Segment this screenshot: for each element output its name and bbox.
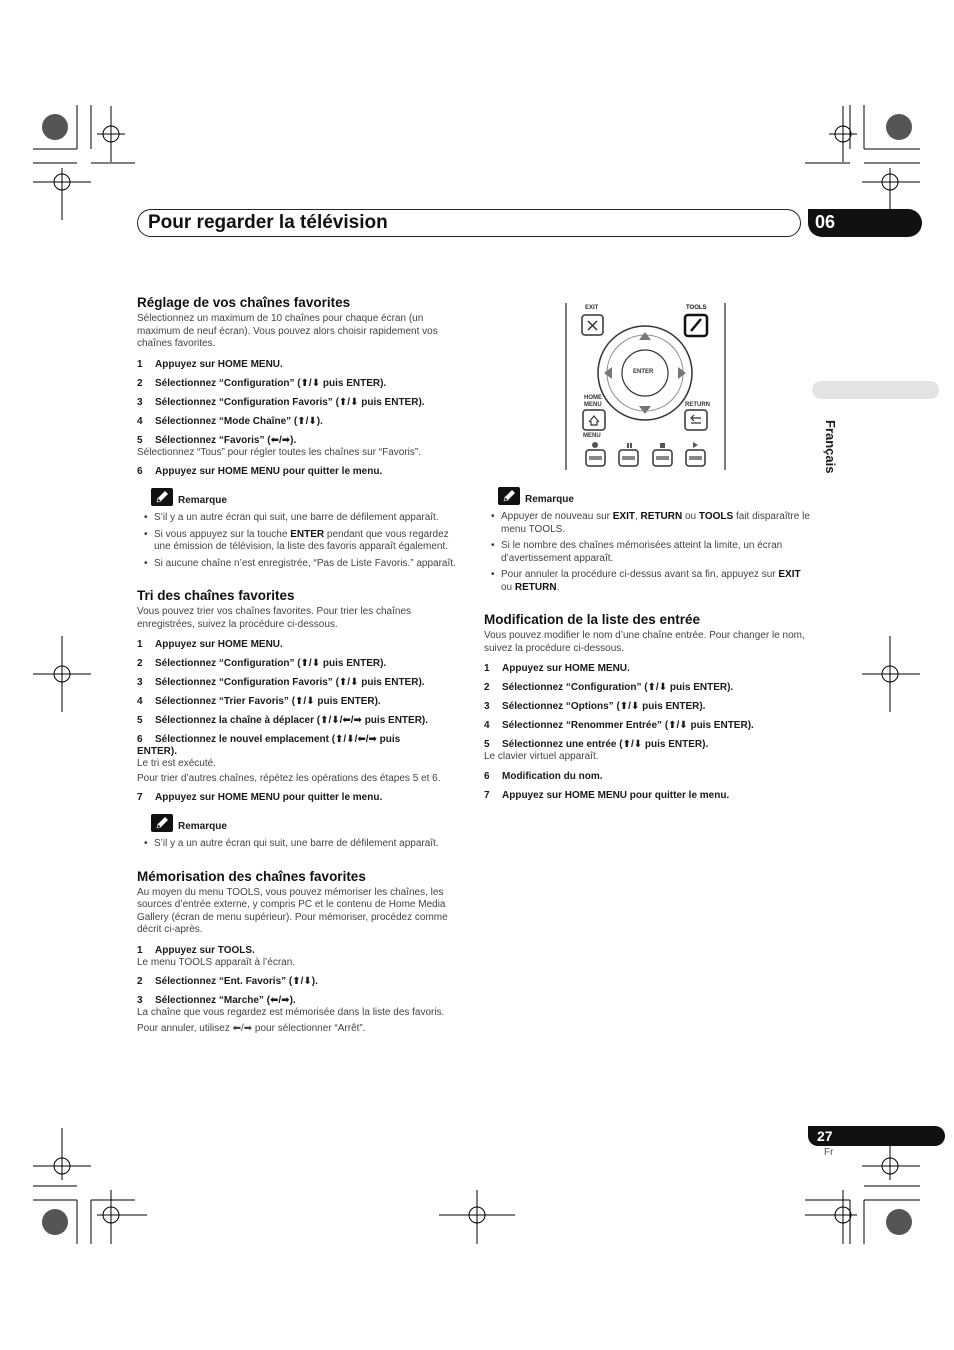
section-intro: Vous pouvez modifier le nom d’une chaîne entrée. Pour changer le nom, suivez la procédure ci-dessous. <box>484 630 805 654</box>
remote-tools-label: TOOLS <box>686 305 707 311</box>
note-item: • Si le nombre des chaînes mémorisées atteint la limite, un écran d’avertissement apparaît. <box>501 540 810 565</box>
page-language: Fr <box>824 1147 834 1158</box>
step: 4 Sélectionnez “Trier Favoris” (⬆/⬇ puis ENTER). <box>137 696 381 707</box>
header-bar <box>137 209 801 237</box>
chapter-badge <box>808 209 922 237</box>
step: 3 Sélectionnez “Configuration Favoris” (⬆/⬇ puis ENTER). <box>137 677 425 688</box>
note-label: Remarque <box>525 493 574 505</box>
section-heading: Mémorisation des chaînes favorites <box>137 868 366 884</box>
step-detail: La chaîne que vous regardez est mémorisée dans la liste des favoris. <box>137 1007 445 1018</box>
page-title: Pour regarder la télévision <box>148 212 388 233</box>
step-detail: Pour trier d’autres chaînes, répétez les opérations des étapes 5 et 6. <box>137 772 441 784</box>
note-header <box>151 488 463 506</box>
remote-exit-label: EXIT <box>585 305 599 311</box>
remote-menu-label: MENU <box>583 433 601 439</box>
step: 1 Appuyez sur TOOLS. <box>137 944 255 956</box>
step-detail: Le menu TOOLS apparaît à l’écran. <box>137 956 296 968</box>
note-list <box>137 838 463 851</box>
remote-home-label: HOME <box>584 395 602 401</box>
step: 3 Sélectionnez “Options” (⬆/⬇ puis ENTER). <box>484 701 706 712</box>
step-detail: Sélectionnez “Tous” pour régler toutes les chaînes sur “Favoris”. <box>137 446 422 458</box>
step: 5 Sélectionnez “Favoris” (⬅/➡). <box>137 434 297 446</box>
note-label: Remarque <box>178 820 227 832</box>
note-item: • Appuyer de nouveau sur EXIT, RETURN ou TOOLS fait disparaître le menu TOOLS. <box>501 511 810 536</box>
step-detail: Le tri est exécuté. <box>137 758 216 769</box>
section-intro: Sélectionnez un maximum de 10 chaînes pour chaque écran (un maximum de neuf écran). Vous pouvez alors choisir rapidement vos chaînes favorites. <box>137 313 438 349</box>
note-header <box>151 814 463 832</box>
remote-return-label: RETURN <box>685 402 710 408</box>
note-item: • S’il y a un autre écran qui suit, une barre de défilement apparaît. <box>154 512 463 525</box>
note-pencil-icon <box>151 814 173 832</box>
note-pencil-icon <box>498 487 520 505</box>
note-list <box>137 512 463 570</box>
section-heading: Réglage de vos chaînes favorites <box>137 295 351 310</box>
section-heading: Modification de la liste des entrée <box>484 612 701 627</box>
remote-enter-label: ENTER <box>633 369 654 375</box>
language-text: Français <box>823 420 838 474</box>
left-column <box>137 295 463 1042</box>
step-detail: Pour annuler, utilisez ⬅/➡ pour sélectionner “Arrêt”. <box>137 1022 366 1034</box>
note-label: Remarque <box>178 494 227 506</box>
note-list <box>484 511 810 594</box>
step: 7 Appuyez sur HOME MENU pour quitter le menu. <box>137 792 383 803</box>
chapter-number: 06 <box>815 212 836 232</box>
step: 1 Appuyez sur HOME MENU. <box>137 639 283 650</box>
step: 3 Sélectionnez “Configuration Favoris” (⬆/⬇ puis ENTER). <box>137 396 425 408</box>
step: 4 Sélectionnez “Renommer Entrée” (⬆/⬇ puis ENTER). <box>484 720 754 731</box>
language-label <box>810 420 850 480</box>
step: 1 Appuyez sur HOME MENU. <box>137 358 283 370</box>
note-header <box>498 487 810 505</box>
step: 2 Sélectionnez “Configuration” (⬆/⬇ puis ENTER). <box>484 682 734 693</box>
step: 5 Sélectionnez une entrée (⬆/⬇ puis ENTER). <box>484 739 709 750</box>
remote-illustration <box>565 303 726 470</box>
page-number-badge <box>808 1126 945 1146</box>
remote-home-menu-label: MENU <box>584 402 602 408</box>
page-number: 27 <box>817 1128 833 1144</box>
step: 2 Sélectionnez “Ent. Favoris” (⬆/⬇). <box>137 976 318 987</box>
note-item: • S’il y a un autre écran qui suit, une barre de défilement apparaît. <box>154 838 463 851</box>
step: 4 Sélectionnez “Mode Chaîne” (⬆/⬇). <box>137 415 323 427</box>
note-item: • Si vous appuyez sur la touche ENTER pendant que vous regardez une émission de télévision, la liste des favoris apparaît également. <box>154 529 463 554</box>
step: 2 Sélectionnez “Configuration” (⬆/⬇ puis ENTER). <box>137 658 387 669</box>
step: 3 Sélectionnez “Marche” (⬅/➡). <box>137 995 296 1006</box>
section-intro: Vous pouvez trier vos chaînes favorites. Pour trier les chaînes enregistrées, suivez la procédure ci-dessous. <box>137 606 412 630</box>
right-column <box>484 487 810 809</box>
step: 5 Sélectionnez la chaîne à déplacer (⬆/⬇/⬅/➡ puis ENTER). <box>137 715 429 726</box>
note-item: • Si aucune chaîne n’est enregistrée, “Pas de Liste Favoris.” apparaît. <box>154 558 463 571</box>
note-item: • Pour annuler la procédure ci-dessus avant sa fin, appuyez sur EXIT ou RETURN. <box>501 569 810 594</box>
language-tab <box>812 381 939 399</box>
step: 6 Sélectionnez le nouvel emplacement (⬆/⬇/⬅/➡ puis ENTER). <box>137 734 401 757</box>
step: 6 Modification du nom. <box>484 770 603 782</box>
section-heading: Tri des chaînes favorites <box>137 588 295 603</box>
step-detail: Le clavier virtuel apparaît. <box>484 751 599 762</box>
step: 6 Appuyez sur HOME MENU pour quitter le menu. <box>137 466 383 477</box>
step: 1 Appuyez sur HOME MENU. <box>484 663 630 674</box>
note-pencil-icon <box>151 488 173 506</box>
step: 7 Appuyez sur HOME MENU pour quitter le menu. <box>484 789 730 801</box>
section-intro: Au moyen du menu TOOLS, vous pouvez mémoriser les chaînes, les sources d’entrée externe, y compris PC et le contenu de Home Media Gallery (écran de menu supérieur). Pour mémoriser, procédez comme décrit ci-après. <box>137 886 448 935</box>
step: 2 Sélectionnez “Configuration” (⬆/⬇ puis ENTER). <box>137 377 387 389</box>
